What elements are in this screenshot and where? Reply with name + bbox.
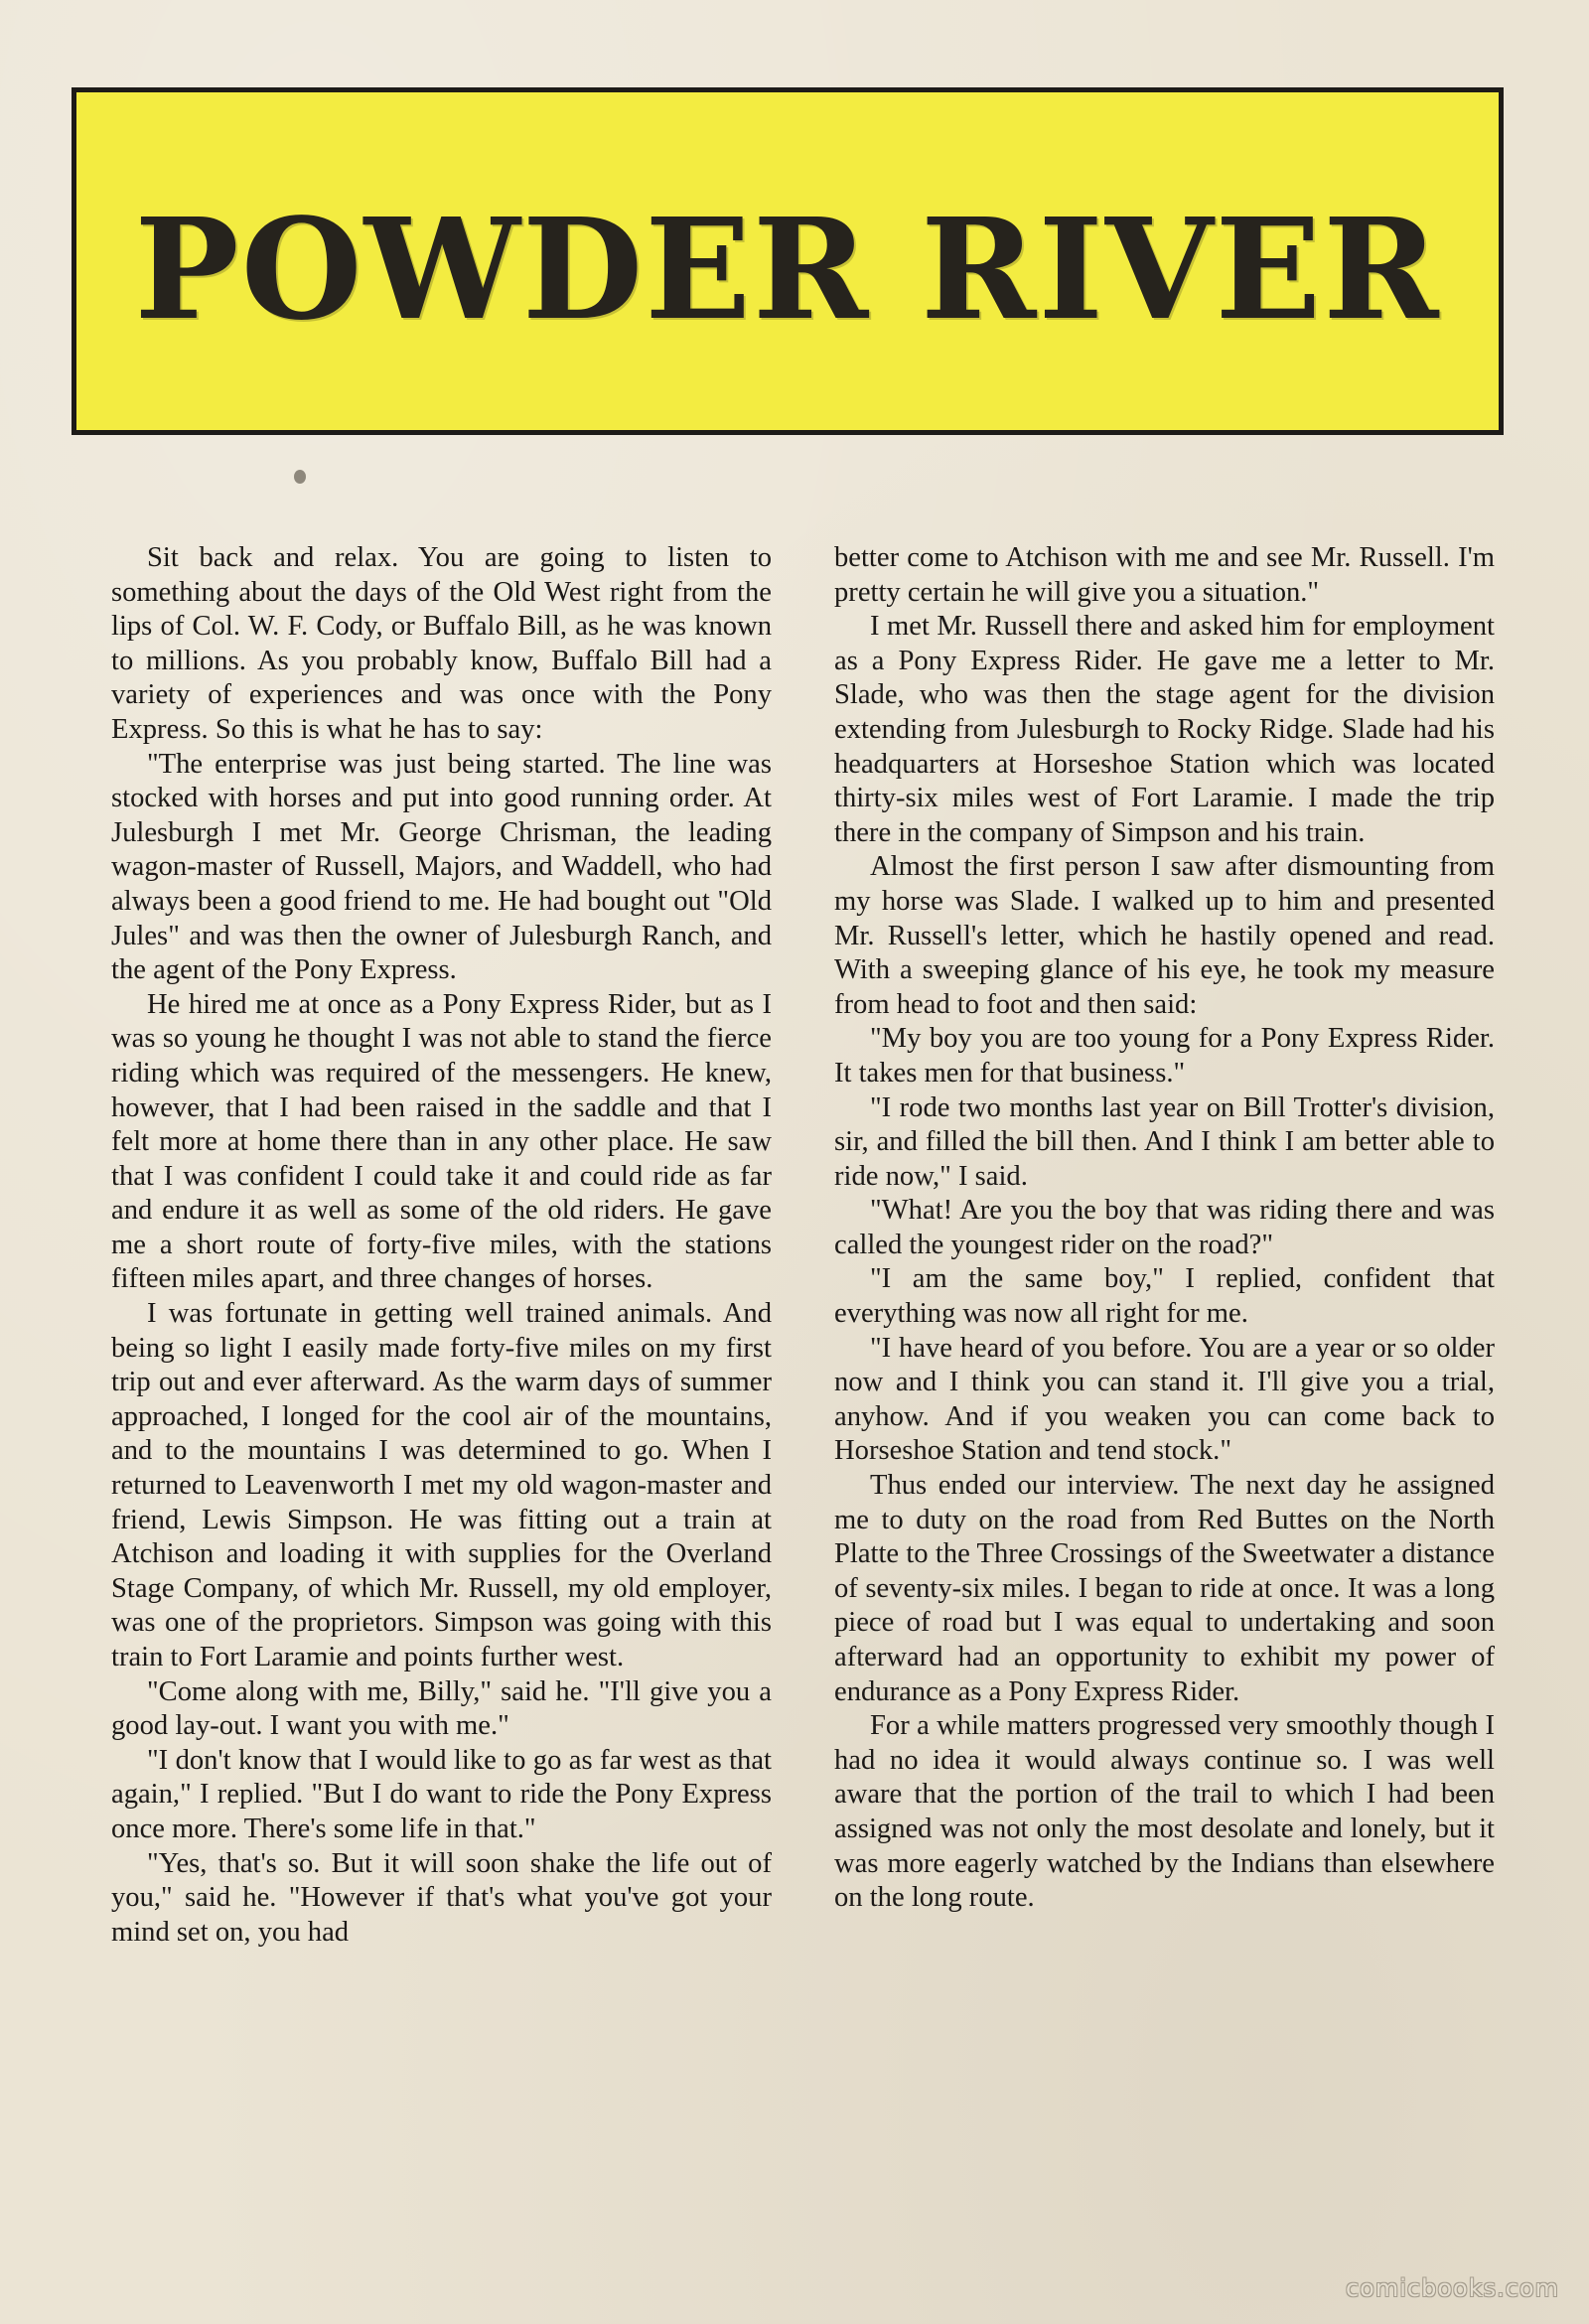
paragraph: "What! Are you the boy that was riding there and was called the youngest rider on the road?" xyxy=(834,1195,1495,1260)
paragraph: "I rode two months last year on Bill Trotter's division, sir, and filled the bill then. And I think I am better able to ride now," I said. xyxy=(834,1091,1495,1192)
paragraph: "I don't know that I would like to go as far west as that again," I replied. "But I do want to ride the Pony Express once more. There's some life in that." xyxy=(111,1744,772,1844)
paragraph: Sit back and relax. You are going to listen to something about the days of the Old West right from the lips of Col. W. F. Cody, or Buffalo Bill, as he was known to millions. As you probably know, Buffalo Bill had a variety of experiences and was once with the Pony Express. So this is what he has to say: xyxy=(111,542,772,745)
site-watermark: comicbooks.com xyxy=(1345,2274,1559,2302)
paragraph: Almost the first person I saw after dismounting from my horse was Slade. I walked up to him and presented Mr. Russell's letter, which he hastily opened and read. With a sweeping glance of his eye, he took my measure from head to foot and then said: xyxy=(834,851,1495,1020)
paragraph: "I have heard of you before. You are a year or so older now and I think you can stand it. I'll give you a trial, anyhow. And if you weaken you can come back to Horseshoe Station and tend stock." xyxy=(834,1332,1495,1467)
paragraph: For a while matters progressed very smoothly though I had no idea it would always continue so. I was well aware that the portion of the trail to which I had been assigned was not only the most desolate and lonely, but it was more eagerly watched by the Indians than elsewhere on the long route. xyxy=(834,1710,1495,1914)
paragraph: Thus ended our interview. The next day he assigned me to duty on the road from Red Buttes on the North Platte to the Three Crossings of the Sweetwater a distance of seventy-six miles. I began to ride at once. It was a long piece of road but I was equal to undertaking and soon afterward had an opportunity to exhibit my power of endurance as a Pony Express Rider. xyxy=(834,1470,1495,1707)
paragraph: I met Mr. Russell there and asked him for employment as a Pony Express Rider. He gave me a letter to Mr. Slade, who was then the stage agent for the division extending from Julesburgh to Rocky Ridge. Slade had his headquarters at Horseshoe Station which was located thirty-six miles west of Fort Laramie. I made the trip there in the company of Simpson and his train. xyxy=(834,611,1495,848)
paragraph: "The enterprise was just being started. The line was stocked with horses and put into good running order. At Julesburgh I met Mr. George Chrisman, the leading wagon-master of Russell, Majors, and Waddell, who had always been a good friend to me. He had bought out "Old Jules" and was then the owner of Julesburgh Ranch, and the agent of the Pony Express. xyxy=(111,748,772,986)
right-text-column xyxy=(834,541,1495,1916)
title-banner xyxy=(72,87,1504,435)
paragraph: "My boy you are too young for a Pony Express Rider. It takes men for that business." xyxy=(834,1023,1495,1089)
paragraph: "Yes, that's so. But it will soon shake the life out of you," said he. "However if that's what you've got your mind set on, you had xyxy=(111,1847,772,1948)
paragraph: I was fortunate in getting well trained animals. And being so light I easily made forty-five miles on my first trip out and ever afterward. As the warm days of summer approached, I longed for the cool air of the mountains, and to the mountains I was determined to go. When I returned to Leavenworth I met my old wagon-master and friend, Lewis Simpson. He was fitting out a train at Atchison and loading it with supplies for the Overland Stage Company, of which Mr. Russell, my old employer, was one of the proprietors. Simpson was going with this train to Fort Laramie and points further west. xyxy=(111,1298,772,1672)
paragraph: "Come along with me, Billy," said he. "I'll give you a good lay-out. I want you with me." xyxy=(111,1675,772,1742)
left-text-column xyxy=(111,541,772,1950)
paragraph-continuation: better come to Atchison with me and see Mr. Russell. I'm pretty certain he will give you a situation." xyxy=(834,542,1495,608)
paragraph: "I am the same boy," I replied, confident that everything was now all right for me. xyxy=(834,1263,1495,1330)
paragraph: He hired me at once as a Pony Express Rider, but as I was so young he thought I was not able to stand the fierce riding which was required of the messengers. He knew, however, that I had been raised in the saddle and that I felt more at home there than in any other place. He saw that I was confident I could take it and could ride as far and endure it as well as some of the old riders. He gave me a short route of forty-five miles, with the stations fifteen miles apart, and three changes of horses. xyxy=(111,988,772,1295)
print-speck xyxy=(294,470,306,484)
page-title: POWDER RIVER xyxy=(134,189,1441,352)
